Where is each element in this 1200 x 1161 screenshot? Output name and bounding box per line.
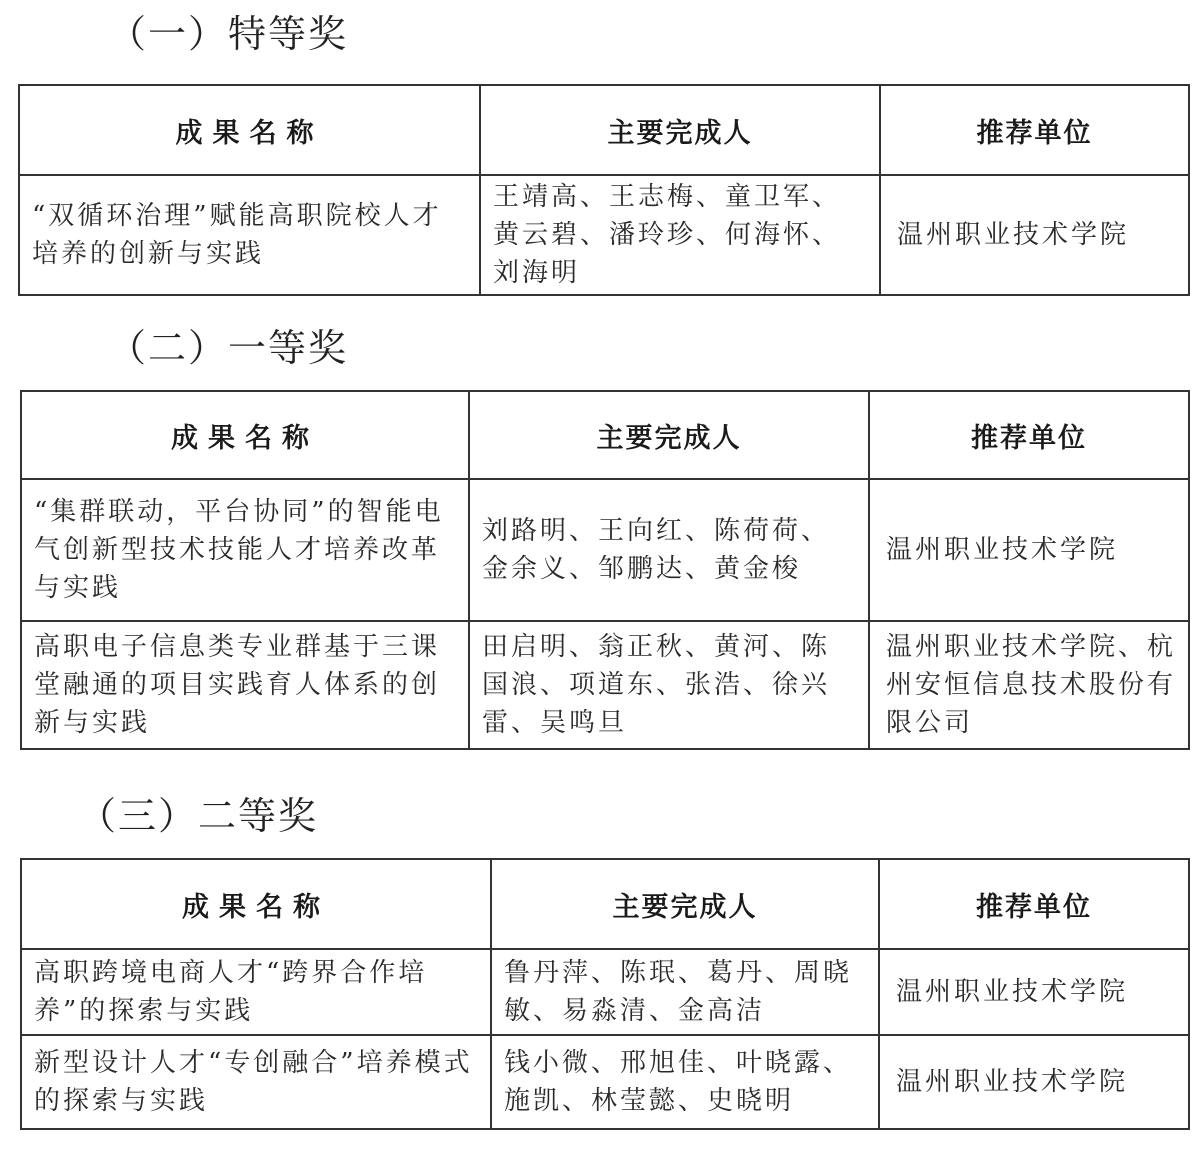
column-header-name: 成果名称 [19, 85, 480, 175]
achievement-name: 高职电子信息类专业群基于三课堂融通的项目实践育人体系的创新与实践 [21, 621, 469, 749]
table-row [21, 621, 1189, 749]
recommending-unit: 温州职业技术学院 [879, 949, 1189, 1035]
column-header-people: 主要完成人 [480, 85, 880, 175]
column-header-unit: 推荐单位 [879, 859, 1189, 949]
column-header-name: 成果名称 [21, 859, 491, 949]
column-header-name: 成果名称 [21, 391, 469, 479]
recommending-unit: 温州职业技术学院 [869, 479, 1189, 621]
recommending-unit: 温州职业技术学院 [880, 175, 1189, 295]
award-table-second [20, 858, 1190, 1130]
section-heading-second: （三）二等奖 [78, 794, 319, 838]
main-completers: 鲁丹萍、陈珉、葛丹、周晓敏、易淼清、金高洁 [491, 949, 879, 1035]
column-header-unit: 推荐单位 [880, 85, 1189, 175]
section-heading-special: （一）特等奖 [108, 12, 349, 56]
main-completers: 刘路明、王向红、陈荷荷、金余义、邹鹏达、黄金梭 [469, 479, 869, 621]
section-heading-first: （二）一等奖 [108, 326, 349, 370]
column-header-people: 主要完成人 [469, 391, 869, 479]
table-header-row [19, 85, 1189, 175]
table-row [21, 949, 1189, 1035]
main-completers: 田启明、翁正秋、黄河、陈国浪、项道东、张浩、徐兴雷、吴鸣旦 [469, 621, 869, 749]
recommending-unit: 温州职业技术学院、杭州安恒信息技术股份有限公司 [869, 621, 1189, 749]
table-row [19, 175, 1189, 295]
recommending-unit: 温州职业技术学院 [879, 1035, 1189, 1129]
award-table-first [20, 390, 1190, 750]
achievement-name: “双循环治理”赋能高职院校人才培养的创新与实践 [19, 175, 480, 295]
table-header-row [21, 391, 1189, 479]
main-completers: 王靖高、王志梅、童卫军、黄云碧、潘玲珍、何海怀、刘海明 [480, 175, 880, 295]
column-header-people: 主要完成人 [491, 859, 879, 949]
table-header-row [21, 859, 1189, 949]
achievement-name: 新型设计人才“专创融合”培养模式的探索与实践 [21, 1035, 491, 1129]
table-row [21, 479, 1189, 621]
column-header-unit: 推荐单位 [869, 391, 1189, 479]
table-row [21, 1035, 1189, 1129]
achievement-name: “集群联动，平台协同”的智能电气创新型技术技能人才培养改革与实践 [21, 479, 469, 621]
achievement-name: 高职跨境电商人才“跨界合作培养”的探索与实践 [21, 949, 491, 1035]
main-completers: 钱小微、邢旭佳、叶晓露、施凯、林莹懿、史晓明 [491, 1035, 879, 1129]
award-table-special [18, 84, 1190, 296]
